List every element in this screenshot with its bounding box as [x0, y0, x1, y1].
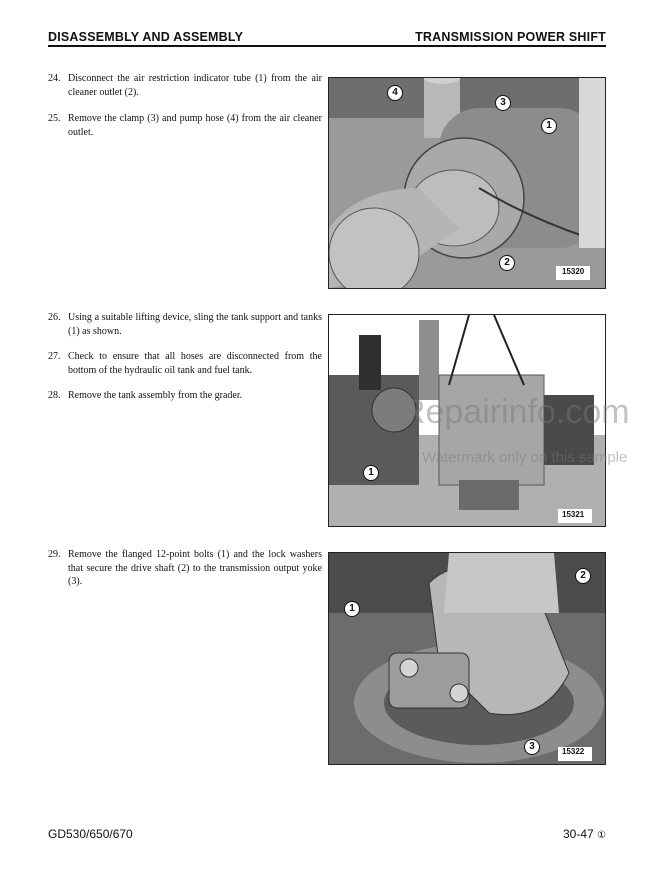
header-rule — [48, 45, 606, 47]
step-26 — [48, 311, 322, 338]
air-cleaner-photo — [329, 78, 605, 288]
footer-model: GD530/650/670 — [48, 827, 133, 841]
callout-3: 3 — [524, 739, 540, 755]
section-title: DISASSEMBLY AND ASSEMBLY — [48, 30, 244, 44]
step-number: 27. — [48, 351, 61, 362]
page-number: 30-47 — [562, 827, 594, 841]
watermark-subtitle: Watermark only on this sample — [422, 449, 628, 466]
step-27 — [48, 350, 322, 377]
step-number: 26. — [48, 312, 61, 323]
step-number: 29. — [48, 549, 61, 560]
chapter-title: TRANSMISSION POWER SHIFT — [415, 30, 606, 44]
callout-1: 1 — [344, 601, 360, 617]
drive-shaft-photo — [329, 553, 605, 764]
figure-number: 15321 — [562, 510, 585, 519]
step-text: Using a suitable lifting device, sling the tank support and tanks (1) as shown. — [68, 312, 322, 337]
watermark-title: eRepairinfo.com — [382, 393, 630, 431]
figure-air-cleaner — [328, 77, 606, 289]
figure-drive-shaft — [328, 552, 606, 765]
step-25 — [48, 112, 322, 139]
step-24 — [48, 72, 322, 99]
step-29 — [48, 548, 322, 589]
step-text: Remove the clamp (3) and pump hose (4) from the air cleaner outlet. — [68, 113, 322, 138]
callout-1: 1 — [541, 118, 557, 134]
footer-page — [563, 827, 606, 841]
step-number: 25. — [48, 113, 61, 124]
step-number: 24. — [48, 73, 61, 84]
callout-1: 1 — [363, 465, 379, 481]
step-text: Remove the flanged 12-point bolts (1) and the lock washers that secure the drive shaft (2) to the transmission output yoke (3). — [68, 549, 322, 587]
revision-mark: ① — [597, 830, 606, 841]
callout-2: 2 — [499, 255, 515, 271]
step-text: Check to ensure that all hoses are disconnected from the bottom of the hydraulic oil tank and fuel tank. — [68, 351, 322, 376]
step-28 — [48, 389, 322, 403]
step-number: 28. — [48, 390, 61, 401]
callout-2: 2 — [575, 568, 591, 584]
step-text: Disconnect the air restriction indicator tube (1) from the air cleaner outlet (2). — [68, 73, 322, 98]
callout-4: 4 — [387, 85, 403, 101]
callout-3: 3 — [495, 95, 511, 111]
figure-number: 15320 — [562, 267, 585, 276]
step-text: Remove the tank assembly from the grader. — [68, 390, 243, 401]
figure-number: 15322 — [562, 747, 585, 756]
